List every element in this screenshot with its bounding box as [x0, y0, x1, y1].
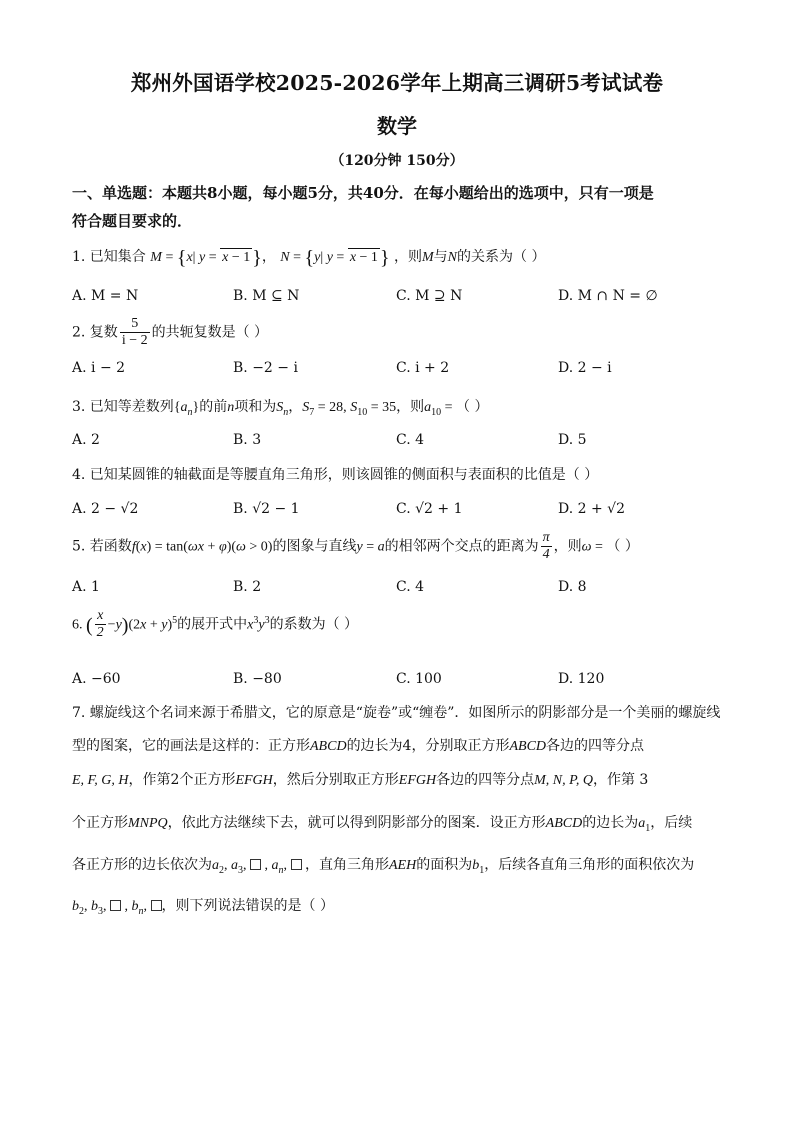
q4-option-c: C. √2 + 1	[396, 501, 463, 517]
q5-option-c: C. 4	[396, 579, 425, 595]
q1-tail: 的关系为（ ）	[457, 249, 546, 265]
q4-option-d: D. 2 + √2	[558, 501, 625, 517]
q1-option-d: D. M ∩ N = ∅	[558, 288, 658, 304]
q4-option-a: A. 2 − √2	[72, 501, 139, 517]
q5-option-a: A. 1	[72, 579, 100, 595]
q2-tail: 的共轭复数是（ ）	[151, 324, 269, 341]
q2-option-c: C. i + 2	[396, 360, 450, 376]
q3-prefix: 3. 已知等差数列	[72, 399, 174, 415]
q5-tail: （ ）	[606, 538, 639, 555]
q7-line3: E, F, G, H，作第2个正方形EFGH，然后分别取正方形EFGH各边的四等分点M, N, P, Q，作第 3	[72, 772, 649, 788]
q6-tail: 的系数为（ ）	[269, 616, 359, 633]
q7-line2: 型的图案，它的画法是这样的：正方形ABCD的边长为4，分别取正方形ABCD各边的四等分点	[72, 738, 645, 754]
q6-mid: 的展开式中	[177, 616, 248, 633]
q7-line1: 7. 螺旋线这个名词来源于希腊文，它的原意是“旋卷”或“缠卷”．如图所示的阴影部分是一个美丽的螺旋线	[72, 705, 721, 721]
question-1: 1. 已知集合 M = {x| y = x − 1 }， N = {y| y = x − 1 } ，则M与N的关系为（ ）	[72, 247, 546, 269]
section-heading-line2: 符合题目要求的．	[72, 212, 193, 230]
q3-tail: （ ）	[456, 399, 489, 415]
q3-option-a: A. 2	[72, 432, 100, 448]
q1-option-c: C. M ⊇ N	[396, 288, 463, 304]
question-5: 5. 若函数f(x) = tan(ωx + φ)(ω > 0)的图象与直线y = a的相邻两个交点的距离为 $\frac{\pi}{4}$ ，则ω = （ ）	[72, 530, 639, 562]
exam-duration: （120分钟 150分）	[330, 153, 464, 169]
q2-option-a: A. i − 2	[72, 360, 126, 376]
q2-option-d: D. 2 − i	[558, 360, 612, 376]
q1-suffix: ，则	[394, 249, 422, 265]
exam-title: 郑州外国语学校2025-2026学年上期高三调研5考试试卷	[130, 71, 664, 95]
q5-mid1: 的图象与直线	[272, 538, 357, 555]
q5-option-d: D. 8	[558, 579, 587, 595]
section-heading-line1: 一、单选题：本题共8小题，每小题5分，共40分．在每小题给出的选项中，只有一项是	[72, 184, 654, 202]
q5-prefix: 5. 若函数	[72, 538, 132, 555]
q7-line6: $b_2$, $b_3$, , $b_n$, ，则下列说法错误的是（ ）	[72, 898, 334, 917]
question-4: 4. 已知某圆锥的轴截面是等腰直角三角形，则该圆锥的侧面积与表面积的比值是（ ）	[72, 467, 599, 483]
q6-option-b: B. −80	[233, 671, 282, 687]
q7-line5: 各正方形的边长依次为$a_2$, $a_3$, , $a_n$, ，直角三角形AEH的面积为$b_1$，后续各直角三角形的面积依次为	[72, 857, 695, 876]
question-3: 3. 已知等差数列$\{a_n\}$的前n项和为$S_n$，$S_7 = 28$, $S_{10} = 35$，则$a_{10}$ = （ ）	[72, 399, 489, 418]
q3-mid1: 的前	[199, 399, 228, 415]
q2-option-b: B. −2 − i	[233, 360, 298, 376]
q5-mid2: 的相邻两个交点的距离为	[384, 538, 539, 555]
q3-mid2: 项和为	[234, 399, 277, 415]
q3-option-d: D. 5	[558, 432, 587, 448]
q2-prefix: 2. 复数	[72, 324, 118, 341]
q1-prefix: 1. 已知集合	[72, 249, 146, 265]
question-6: 6. ( $\frac{x}{2}$ $-y)(2x + y)^5$的展开式中$x^3y^3$的系数为（ ）	[72, 608, 359, 640]
q6-option-d: D. 120	[558, 671, 605, 687]
q3-option-b: B. 3	[233, 432, 262, 448]
q6-option-a: A. −60	[72, 671, 121, 687]
q6-option-c: C. 100	[396, 671, 442, 687]
q7-line4: 个正方形MNPQ，依此方法继续下去，就可以得到阴影部分的图案．设正方形ABCD的边长为$a_1$，后续	[72, 815, 693, 834]
q3-option-c: C. 4	[396, 432, 425, 448]
q5-option-b: B. 2	[233, 579, 262, 595]
subject-title: 数学	[377, 114, 417, 138]
question-2: 2. 复数 $\frac{5}{i - 2}$ 的共轭复数是（ ）	[72, 316, 269, 348]
q4-option-b: B. √2 − 1	[233, 501, 300, 517]
q1-option-b: B. M ⊆ N	[233, 288, 300, 304]
q1-option-a: A. M = N	[72, 288, 139, 304]
